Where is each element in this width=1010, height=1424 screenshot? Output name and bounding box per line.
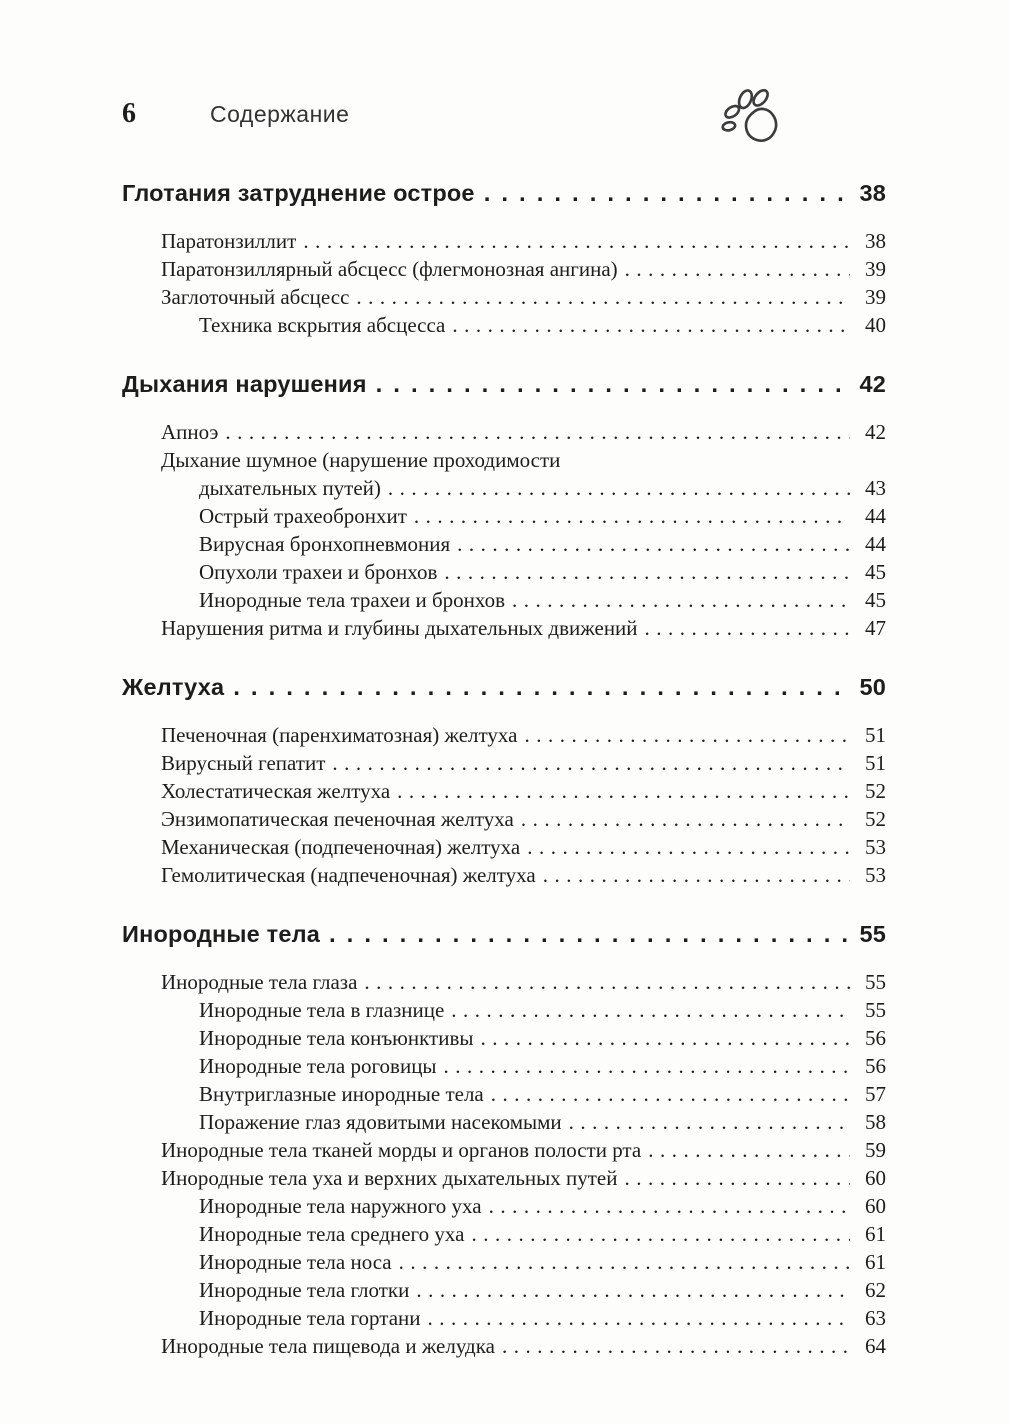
page-number: 57 [865,1082,886,1106]
page-number: 51 [865,751,886,775]
dot-leader [447,311,850,339]
dot-leader [640,614,850,642]
toc-section-title [122,672,886,703]
dot-leader [507,586,850,614]
toc-entry-label: Инородные тела пищевода и желудка [161,1334,495,1358]
page-number: 52 [865,807,886,831]
dot-leader [446,996,850,1024]
toc-entry [122,283,886,311]
toc-entry-label: Инородные тела глотки [199,1278,410,1302]
page-number: 40 [865,313,886,337]
toc-entry [122,1136,886,1164]
page-number: 45 [865,588,886,612]
page-number: 38 [859,180,886,206]
toc-entry-label: Поражение глаз ядовитыми насекомыми [199,1110,562,1134]
page-number: 64 [865,1334,886,1358]
folio-page-number: 6 [122,98,136,129]
toc-section [122,672,886,889]
toc-section [122,178,886,339]
toc-entry [122,530,886,558]
page-number: 42 [859,371,886,397]
toc-entry-label: Острый трахеобронхит [199,504,407,528]
toc-entry [122,1304,886,1332]
toc-entry-label: Инородные тела уха и верхних дыхательных путей [161,1166,618,1190]
toc-entry-label: Энзимопатическая печеночная желтуха [161,807,514,831]
toc-entry-label: Апноэ [161,420,219,444]
toc-entry-label: Техника вскрытия абсцесса [199,313,446,337]
dot-leader [298,227,850,255]
dot-leader [220,418,850,446]
toc-entry-label: Вирусный гепатит [161,751,326,775]
toc-entry-label: Инородные тела [122,921,320,947]
toc-entry [122,446,886,474]
page-number: 38 [865,229,886,253]
toc-section-title [122,178,886,209]
dot-leader [452,530,850,558]
page-number: 53 [865,835,886,859]
toc-section [122,919,886,1360]
toc-entry [122,1276,886,1304]
toc-entry-label: Паратонзиллит [161,229,297,253]
toc-entry-label: Инородные тела роговицы [199,1054,437,1078]
toc-entry [122,805,886,833]
toc-entry-label: Нарушения ритма и глубины дыхательных движений [161,616,638,640]
dot-leader [522,833,850,861]
toc-entry [122,474,886,502]
toc-entry-label: Опухоли трахеи и бронхов [199,560,438,584]
page-number: 45 [865,560,886,584]
page-number: 60 [865,1166,886,1190]
dot-leader [439,1052,850,1080]
toc-entry-label: Инородные тела среднего уха [199,1222,465,1246]
page-number: 53 [865,863,886,887]
toc-section [122,369,886,642]
dot-leader [475,1024,850,1052]
toc-entry-label: Вирусная бронхопневмония [199,532,451,556]
toc-entry-label: Внутриглазные инородные тела [199,1082,484,1106]
toc-entry [122,1108,886,1136]
page-number: 61 [865,1222,886,1246]
toc-entry [122,614,886,642]
toc-entry-label: Гемолитическая (надпеченочная) желтуха [161,863,536,887]
page-title: Содержание [210,101,350,127]
page-number: 39 [865,285,886,309]
dot-leader [519,721,850,749]
dot-leader [423,1304,851,1332]
toc [122,178,886,1360]
toc-entry [122,255,886,283]
toc-entry [122,721,886,749]
page-number: 44 [865,504,886,528]
page-number: 42 [865,420,886,444]
toc-entry [122,311,886,339]
dot-leader [383,474,850,502]
toc-entry-label: дыхательных путей) [199,476,381,500]
dot-leader [538,861,850,889]
page-number: 39 [865,257,886,281]
dot-leader [620,1164,851,1192]
toc-entry [122,1164,886,1192]
toc-entry-label: Механическая (подпеченочная) желтуха [161,835,521,859]
dot-leader [620,255,850,283]
toc-entry [122,227,886,255]
dot-leader [392,777,850,805]
dot-leader [477,178,850,209]
dot-leader [394,1248,850,1276]
page-number: 52 [865,779,886,803]
toc-entry-label: Заглоточный абсцесс [161,285,350,309]
dot-leader [369,369,850,400]
page-number: 63 [865,1306,886,1330]
toc-entry-label: Инородные тела гортани [199,1306,421,1330]
page-number: 50 [859,674,886,700]
page-number: 56 [865,1054,886,1078]
page-number: 55 [865,998,886,1022]
dot-leader [486,1080,850,1108]
toc-entry-label: Паратонзиллярный абсцесс (флегмонозная ангина) [161,257,618,281]
toc-entry [122,833,886,861]
toc-entry-label: Холестатическая желтуха [161,779,391,803]
dot-leader [643,1136,850,1164]
toc-entry [122,1052,886,1080]
page-number: 43 [865,476,886,500]
toc-entry-label: Инородные тела тканей морды и органов полости рта [161,1138,642,1162]
toc-entry-label: Инородные тела носа [199,1250,392,1274]
toc-entry [122,749,886,777]
toc-entry-label: Глотания затруднение острое [122,180,475,206]
toc-entry [122,777,886,805]
page-number: 44 [865,532,886,556]
toc-entry [122,996,886,1024]
toc-entry-label: Инородные тела наружного уха [199,1194,482,1218]
toc-entry [122,1332,886,1360]
toc-entry-label: Желтуха [122,674,225,700]
page-number: 58 [865,1110,886,1134]
book-page [122,0,886,1360]
toc-section-title [122,919,886,950]
dot-leader [411,1276,850,1304]
page-number: 47 [865,616,886,640]
toc-entry [122,968,886,996]
dot-leader [484,1192,850,1220]
dot-leader [327,749,850,777]
dot-leader [516,805,850,833]
dot-leader [439,558,850,586]
page-number: 55 [865,970,886,994]
paw-print-icon [721,86,787,156]
toc-entry [122,558,886,586]
dot-leader [466,1220,850,1248]
toc-entry [122,502,886,530]
dot-leader [564,1108,850,1136]
dot-leader [351,283,850,311]
page-number: 60 [865,1194,886,1218]
toc-entry-label: Печеночная (паренхиматозная) желтуха [161,723,518,747]
dot-leader [359,968,850,996]
page-number: 59 [865,1138,886,1162]
toc-entry [122,861,886,889]
page-number: 56 [865,1026,886,1050]
toc-entry [122,586,886,614]
toc-entry [122,1024,886,1052]
toc-entry-label: Инородные тела конъюнктивы [199,1026,474,1050]
toc-entry [122,1248,886,1276]
toc-entry [122,418,886,446]
toc-entry-label: Инородные тела трахеи и бронхов [199,588,506,612]
toc-entry-label: Инородные тела глаза [161,970,358,994]
toc-entry-label: Инородные тела в глазнице [199,998,445,1022]
page-number: 51 [865,723,886,747]
toc-entry [122,1080,886,1108]
page-number: 62 [865,1278,886,1302]
dot-leader [497,1332,850,1360]
toc-section-title [122,369,886,400]
page-number: 61 [865,1250,886,1274]
toc-entry-label: Дыхания нарушения [122,371,367,397]
toc-entry-label: Дыхание шумное (нарушение проходимости [161,448,561,472]
dot-leader [409,502,850,530]
toc-entry [122,1192,886,1220]
dot-leader [322,919,850,950]
toc-entry [122,1220,886,1248]
dot-leader [226,672,850,703]
page-number: 55 [859,921,886,947]
